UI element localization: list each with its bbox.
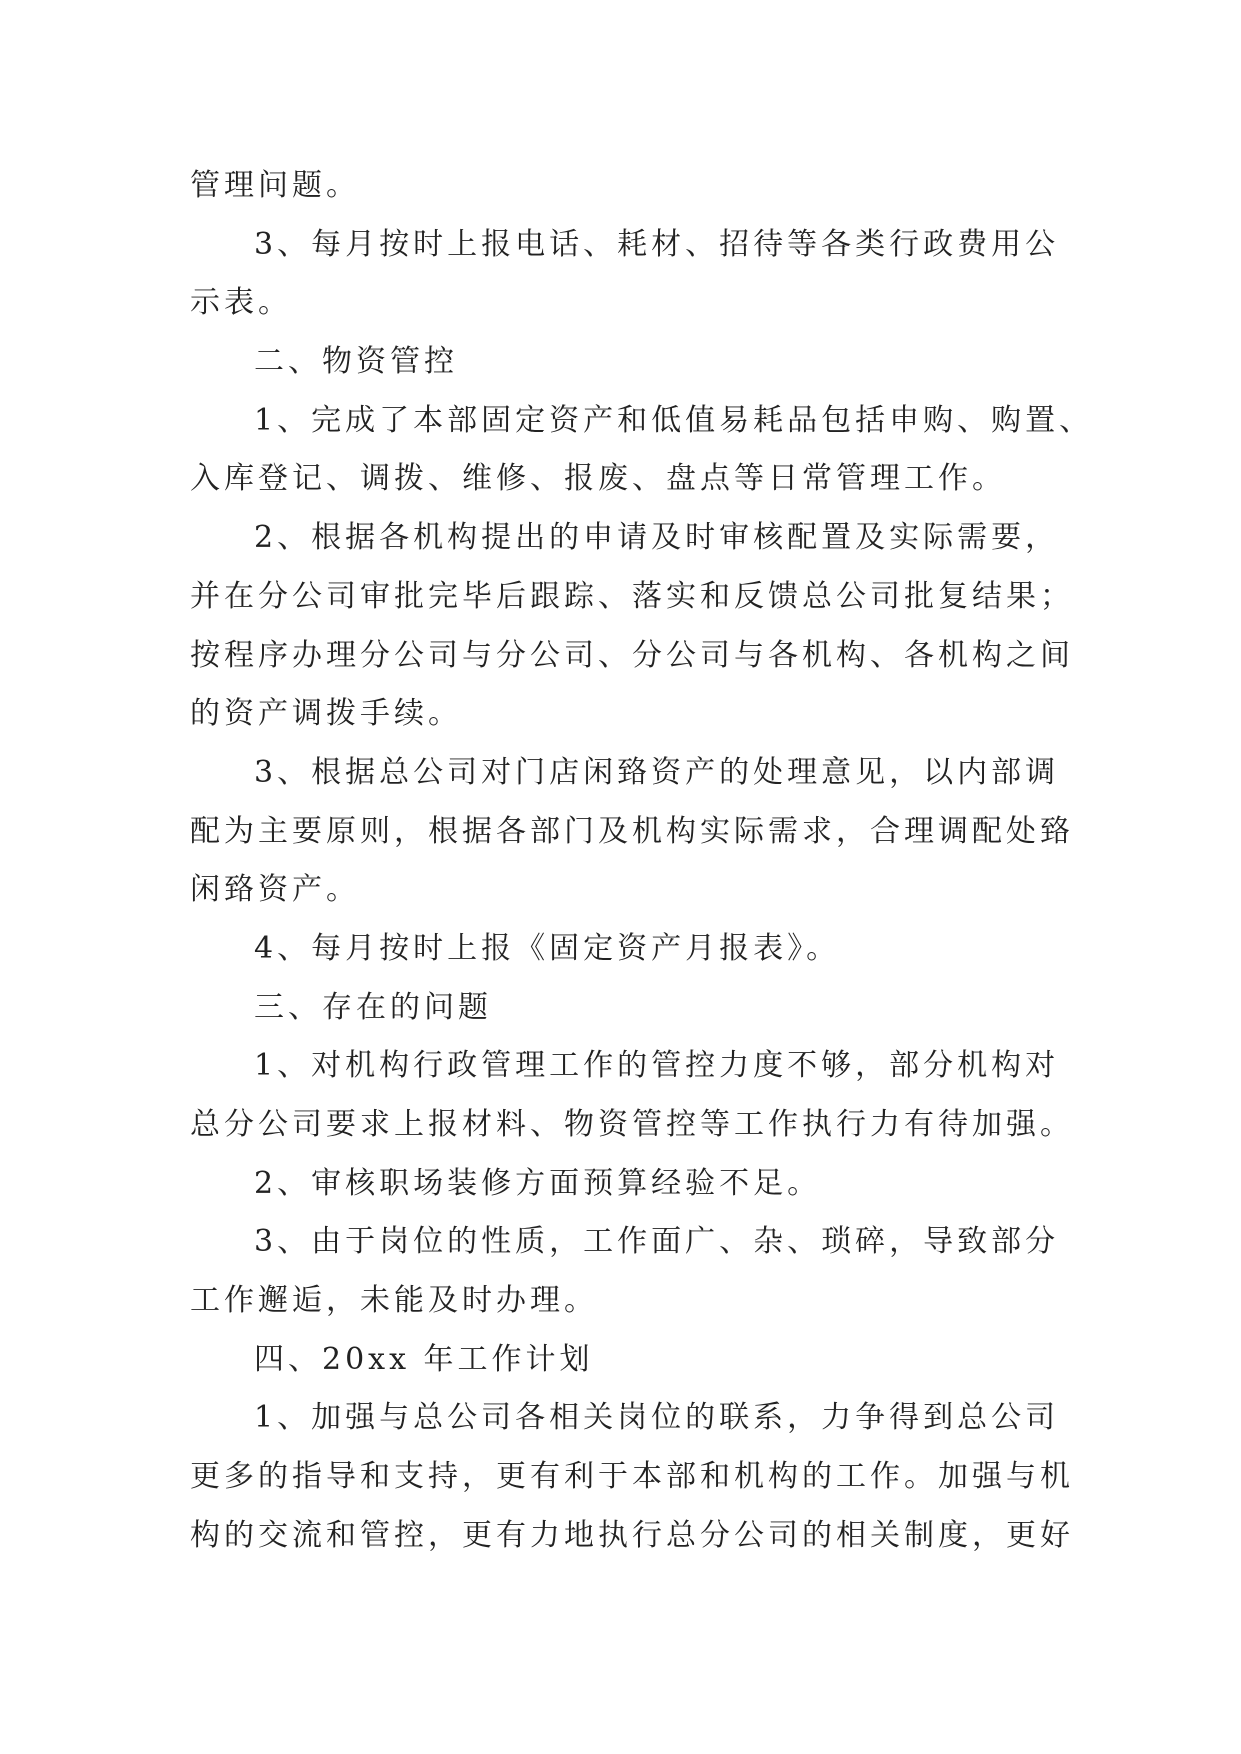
text-line: 配为主要原则，根据各部门及机构实际需求，合理调配处臵 xyxy=(190,813,1074,849)
text-line: 2、审核职场装修方面预算经验不足。 xyxy=(254,1165,822,1201)
text-line: 1、加强与总公司各相关岗位的联系，力争得到总公司 xyxy=(254,1400,1060,1436)
text-line: 的资产调拨手续。 xyxy=(190,696,462,732)
text-line: 3、由于岗位的性质，工作面广、杂、琐碎，导致部分 xyxy=(254,1224,1060,1260)
section-heading: 二、物资管控 xyxy=(254,344,458,380)
text-line: 示表。 xyxy=(190,285,292,321)
text-line: 闲臵资产。 xyxy=(190,872,360,908)
text-line: 按程序办理分公司与分公司、分公司与各机构、各机构之间 xyxy=(190,637,1074,673)
section-heading: 三、存在的问题 xyxy=(254,989,492,1025)
document-body xyxy=(190,157,1094,1566)
text-line: 3、每月按时上报电话、耗材、招待等各类行政费用公 xyxy=(254,226,1060,262)
text-line: 入库登记、调拨、维修、报废、盘点等日常管理工作。 xyxy=(190,461,1006,497)
text-line: 3、根据总公司对门店闲臵资产的处理意见，以内部调 xyxy=(254,754,1060,790)
text-line: 更多的指导和支持，更有利于本部和机构的工作。加强与机 xyxy=(190,1459,1074,1495)
text-line: 管理问题。 xyxy=(190,168,360,203)
text-line: 总分公司要求上报材料、物资管控等工作执行力有待加强。 xyxy=(190,1107,1074,1142)
text-line: 4、每月按时上报《固定资产月报表》。 xyxy=(254,930,841,966)
text-line: 1、完成了本部固定资产和低值易耗品包括申购、购置、 xyxy=(254,402,1094,438)
text-line: 工作邂逅，未能及时办理。 xyxy=(190,1283,598,1319)
text-line: 1、对机构行政管理工作的管控力度不够，部分机构对 xyxy=(254,1048,1060,1084)
text-line: 并在分公司审批完毕后跟踪、落实和反馈总公司批复结果； xyxy=(190,578,1074,614)
text-line: 构的交流和管控，更有力地执行总分公司的相关制度，更好 xyxy=(190,1517,1074,1553)
section-heading: 四、20xx 年工作计划 xyxy=(254,1341,594,1377)
text-line: 2、根据各机构提出的申请及时审核配置及实际需要， xyxy=(254,520,1060,556)
